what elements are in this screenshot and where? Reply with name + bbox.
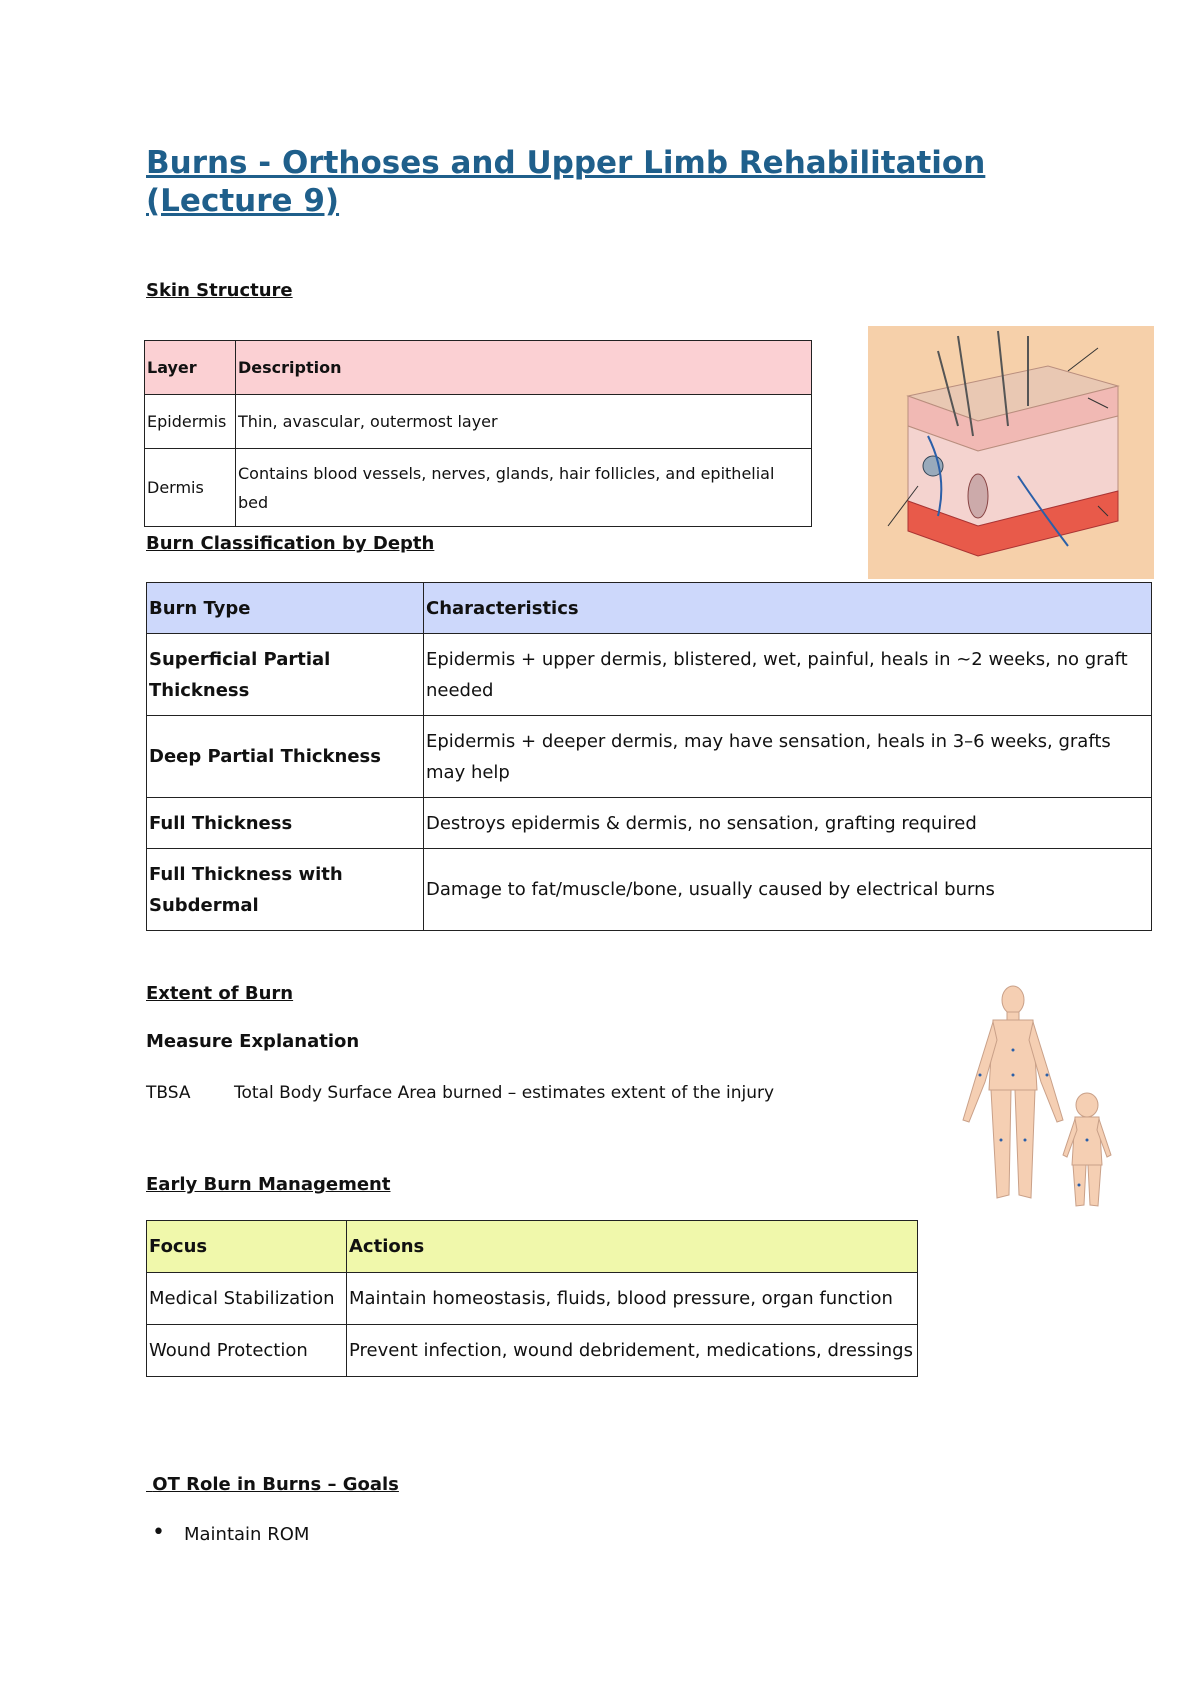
- skin-header-layer: Layer: [145, 341, 236, 395]
- skin-structure-heading: Skin Structure: [146, 280, 293, 301]
- burn-cell-characteristics: Epidermis + deeper dermis, may have sensation, heals in 3–6 weeks, grafts may help: [424, 716, 1152, 798]
- burn-cell-type: Deep Partial Thickness: [147, 716, 424, 798]
- burn-header-type: Burn Type: [147, 583, 424, 634]
- burn-cell-type: Full Thickness: [147, 798, 424, 849]
- table-row: [147, 634, 1152, 716]
- table-row: [147, 716, 1152, 798]
- skin-structure-table: [144, 340, 812, 527]
- bullet-icon: •: [152, 1520, 165, 1545]
- list-item: Maintain ROM: [184, 1524, 310, 1545]
- ot-role-heading-text: OT Role in Burns – Goals: [152, 1474, 399, 1495]
- burn-cell-type: Superficial Partial Thickness: [147, 634, 424, 716]
- table-row: [147, 1325, 918, 1377]
- document-title: Burns - Orthoses and Upper Limb Rehabilitation (Lecture 9): [146, 145, 986, 219]
- table-row: [147, 798, 1152, 849]
- table-row: [145, 449, 812, 527]
- ot-role-heading: [146, 1474, 399, 1495]
- table-row: [147, 849, 1152, 931]
- body-surface-figures-image: [955, 980, 1120, 1210]
- extent-subheading: Measure Explanation: [146, 1031, 360, 1052]
- extent-heading: Extent of Burn: [146, 983, 294, 1004]
- burn-cell-characteristics: Destroys epidermis & dermis, no sensation, grafting required: [424, 798, 1152, 849]
- extent-explanation: Total Body Surface Area burned – estimates extent of the injury: [234, 1083, 775, 1103]
- burn-cell-characteristics: Epidermis + upper dermis, blistered, wet, painful, heals in ~2 weeks, no graft needed: [424, 634, 1152, 716]
- skin-cell-layer: Dermis: [145, 449, 236, 527]
- mgmt-cell-focus: Medical Stabilization: [147, 1273, 347, 1325]
- mgmt-header-actions: Actions: [347, 1221, 918, 1273]
- extent-measure: TBSA: [146, 1083, 191, 1103]
- skin-header-description: Description: [236, 341, 812, 395]
- burn-cell-type: Full Thickness with Subdermal: [147, 849, 424, 931]
- table-row: [145, 395, 812, 449]
- early-management-heading: Early Burn Management: [146, 1174, 391, 1195]
- skin-cross-section-image: [868, 326, 1154, 579]
- skin-cell-description: Contains blood vessels, nerves, glands, hair follicles, and epithelial bed: [236, 449, 812, 527]
- table-row: [147, 1273, 918, 1325]
- skin-cell-layer: Epidermis: [145, 395, 236, 449]
- burn-classification-table: [146, 582, 1152, 931]
- burn-classification-heading: Burn Classification by Depth: [146, 533, 435, 554]
- mgmt-cell-focus: Wound Protection: [147, 1325, 347, 1377]
- burn-header-characteristics: Characteristics: [424, 583, 1152, 634]
- early-management-table: [146, 1220, 918, 1377]
- mgmt-cell-actions: Maintain homeostasis, fluids, blood pressure, organ function: [347, 1273, 918, 1325]
- mgmt-cell-actions: Prevent infection, wound debridement, medications, dressings: [347, 1325, 918, 1377]
- mgmt-header-focus: Focus: [147, 1221, 347, 1273]
- skin-cell-description: Thin, avascular, outermost layer: [236, 395, 812, 449]
- burn-cell-characteristics: Damage to fat/muscle/bone, usually caused by electrical burns: [424, 849, 1152, 931]
